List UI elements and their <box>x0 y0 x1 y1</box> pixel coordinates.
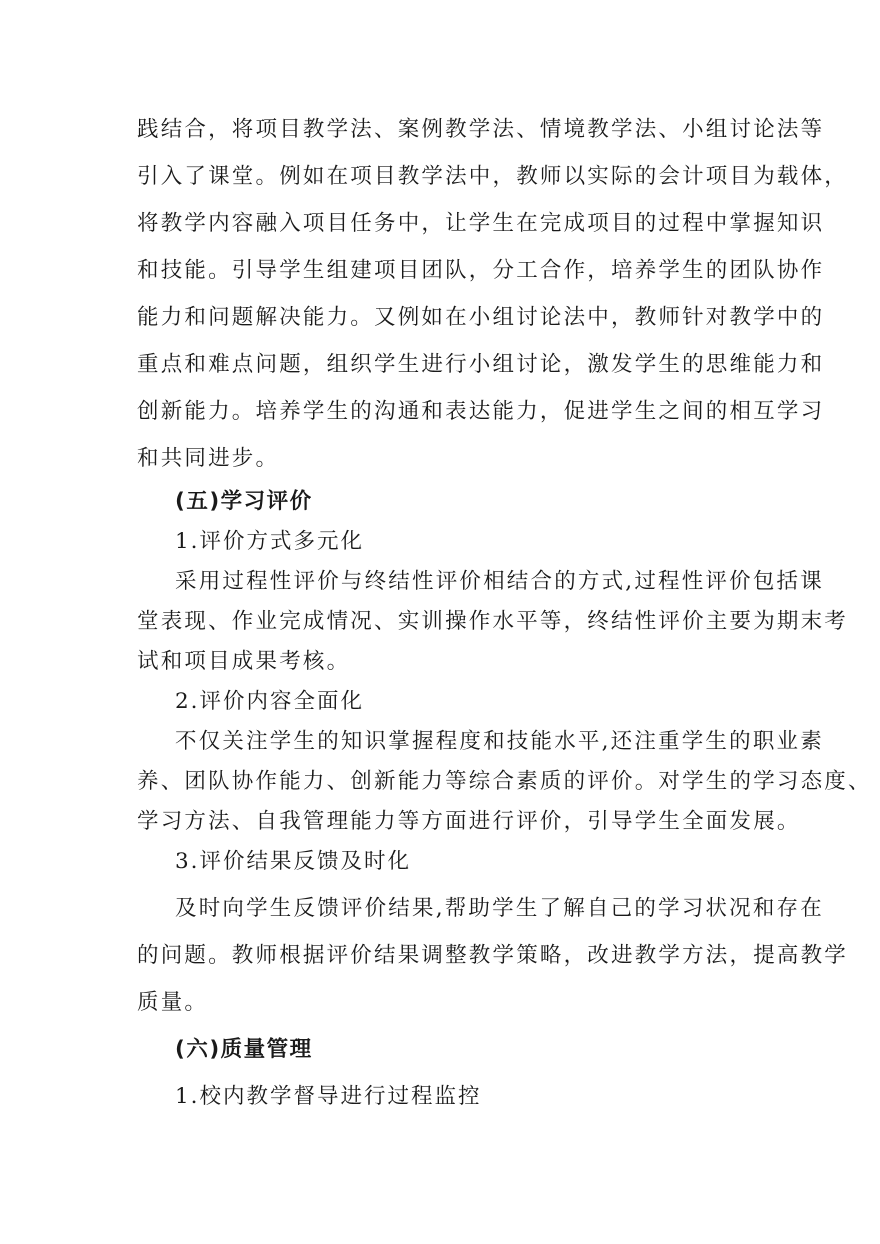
paragraph-line: 采用过程性评价与终结性评价相结合的方式,过程性评价包括课 <box>175 569 824 594</box>
paragraph-line: 践结合，将项目教学法、案例教学法、情境教学法、小组讨论法等 <box>137 117 825 142</box>
subsection-title: 1.校内教学督导进行过程监控 <box>175 1084 482 1109</box>
paragraph-line: 引入了课堂。例如在项目教学法中，教师以实际的会计项目为载体， <box>137 164 849 189</box>
section-heading: (五)学习评价 <box>175 489 313 514</box>
paragraph-line: 及时向学生反馈评价结果,帮助学生了解自己的学习状况和存在 <box>175 896 824 921</box>
subsection-title: 1.评价方式多元化 <box>175 529 365 554</box>
paragraph-line: 将教学内容融入项目任务中，让学生在完成项目的过程中掌握知识 <box>137 211 825 236</box>
paragraph-line: 重点和难点问题，组织学生进行小组讨论，激发学生的思维能力和 <box>137 352 825 377</box>
paragraph-line: 质量。 <box>137 990 209 1015</box>
paragraph-line: 学习方法、自我管理能力等方面进行评价，引导学生全面发展。 <box>137 809 801 834</box>
paragraph-line: 养、团队协作能力、创新能力等综合素质的评价。对学生的学习态度、 <box>137 769 872 794</box>
paragraph-line: 不仅关注学生的知识掌握程度和技能水平,还注重学生的职业素 <box>175 729 824 754</box>
paragraph-line: 的问题。教师根据评价结果调整教学策略，改进教学方法，提高教学 <box>137 943 849 968</box>
paragraph-line: 能力和问题解决能力。又例如在小组讨论法中，教师针对教学中的 <box>137 305 825 330</box>
paragraph-line: 堂表现、作业完成情况、实训操作水平等，终结性评价主要为期末考 <box>137 609 849 634</box>
paragraph-line: 试和项目成果考核。 <box>137 649 351 674</box>
subsection-title: 2.评价内容全面化 <box>175 689 365 714</box>
subsection-title: 3.评价结果反馈及时化 <box>175 849 412 874</box>
section-heading: (六)质量管理 <box>175 1037 313 1062</box>
paragraph-line: 和共同进步。 <box>137 446 280 471</box>
paragraph-line: 和技能。引导学生组建项目团队，分工合作，培养学生的团队协作 <box>137 258 825 283</box>
paragraph-line: 创新能力。培养学生的沟通和表达能力，促进学生之间的相互学习 <box>137 399 825 424</box>
